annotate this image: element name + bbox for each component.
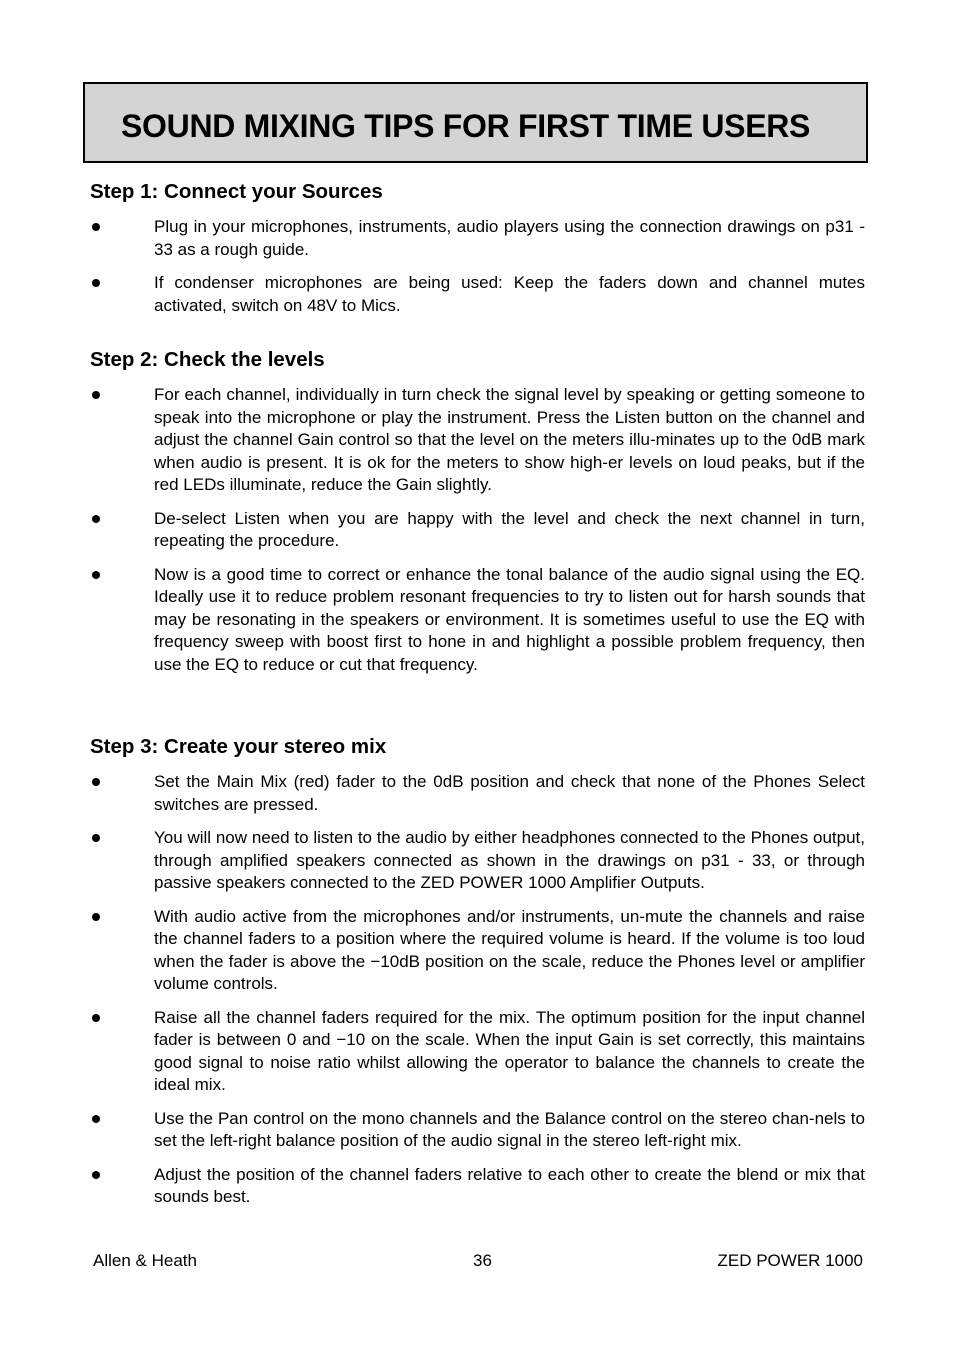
bullet-icon bbox=[92, 913, 100, 921]
list-item bbox=[90, 1007, 865, 1097]
list-item bbox=[90, 827, 865, 895]
section-step-1 bbox=[90, 180, 865, 328]
list-item-text: Now is a good time to correct or enhance the tonal balance of the audio signal using the EQ. Ideally use it to reduce problem resonant frequencies to try to listen out for harsh sounds that may be resonating in the speakers or environment. It is sometimes useful to use the EQ with frequency sweep with boost first to hone in and highlight a possible problem frequency, then use the EQ to reduce or cut that frequency. bbox=[154, 564, 865, 674]
title-box bbox=[83, 82, 868, 163]
bullet-icon bbox=[92, 778, 100, 786]
list-item-text: Raise all the channel faders required for the mix. The optimum position for the input channel fader is between 0 and −10 on the scale. When the input Gain is set correctly, this maintains good signal to noise ratio whilst allowing the operator to balance the channels to create the ideal mix. bbox=[154, 1007, 865, 1094]
list-item-text: For each channel, individually in turn check the signal level by speaking or getting someone to speak into the microphone or play the instrument. Press the Listen button on the channel and adjust the channel Gain control so that the level on the meters illu-minates up to the 0dB mark when audio is present. It is ok for the meters to show high-er levels on loud peaks, but if the red LEDs illuminate, reduce the Gain slightly. bbox=[154, 385, 865, 494]
footer-right: ZED POWER 1000 bbox=[717, 1251, 863, 1270]
section-heading: Step 1: Connect your Sources bbox=[90, 180, 383, 203]
bullet-icon bbox=[92, 1171, 100, 1179]
list-item-text: Plug in your microphones, instruments, audio players using the connection drawings on p31 - 33 as a rough guide. bbox=[154, 217, 865, 259]
list-item-text: Use the Pan control on the mono channels and the Balance control on the stereo chan-nels to set the left-right balance position of the audio signal in the stereo left-right mix. bbox=[154, 1108, 865, 1150]
bullet-list bbox=[90, 384, 865, 676]
bullet-icon bbox=[92, 515, 100, 523]
list-item-text: You will now need to listen to the audio by either headphones connected to the Phones output, through amplified speakers connected as shown in the drawings on p31 - 33, or through passive speakers connected to the ZED POWER 1000 Amplifier Outputs. bbox=[154, 828, 865, 892]
list-item bbox=[90, 771, 865, 816]
list-item bbox=[90, 1164, 865, 1209]
bullet-icon bbox=[92, 1014, 100, 1022]
bullet-list bbox=[90, 216, 865, 317]
section-heading: Step 2: Check the levels bbox=[90, 348, 325, 371]
section-heading: Step 3: Create your stereo mix bbox=[90, 735, 387, 758]
bullet-list bbox=[90, 771, 865, 1209]
bullet-icon bbox=[92, 279, 100, 287]
page-number: 36 bbox=[473, 1251, 492, 1270]
bullet-icon bbox=[92, 391, 100, 399]
bullet-icon bbox=[92, 834, 100, 842]
list-item-text: If condenser microphones are being used: Keep the faders down and channel mutes activated, switch on 48V to Mics. bbox=[154, 273, 865, 315]
list-item bbox=[90, 216, 865, 261]
bullet-icon bbox=[92, 571, 100, 579]
bullet-icon bbox=[92, 1115, 100, 1123]
list-item bbox=[90, 384, 865, 497]
section-step-3 bbox=[90, 735, 865, 1220]
list-item bbox=[90, 906, 865, 996]
list-item bbox=[90, 564, 865, 677]
list-item-text: De-select Listen when you are happy with the level and check the next channel in turn, repeating the procedure. bbox=[154, 508, 865, 550]
list-item-text: With audio active from the microphones and/or instruments, un-mute the channels and raise the channel faders to a position where the required volume is heard. If the volume is too loud when the fader is above the −10dB position on the scale, reduce the Phones level or amplifier volume controls. bbox=[154, 906, 865, 993]
page-title: SOUND MIXING TIPS FOR FIRST TIME USERS bbox=[121, 108, 811, 144]
list-item bbox=[90, 1108, 865, 1153]
list-item bbox=[90, 508, 865, 553]
footer-left: Allen & Heath bbox=[93, 1251, 197, 1270]
section-step-2 bbox=[90, 348, 865, 687]
list-item bbox=[90, 272, 865, 317]
bullet-icon bbox=[92, 223, 100, 231]
list-item-text: Set the Main Mix (red) fader to the 0dB position and check that none of the Phones Select switches are pressed. bbox=[154, 772, 865, 814]
list-item-text: Adjust the position of the channel faders relative to each other to create the blend or mix that sounds best. bbox=[154, 1164, 865, 1206]
